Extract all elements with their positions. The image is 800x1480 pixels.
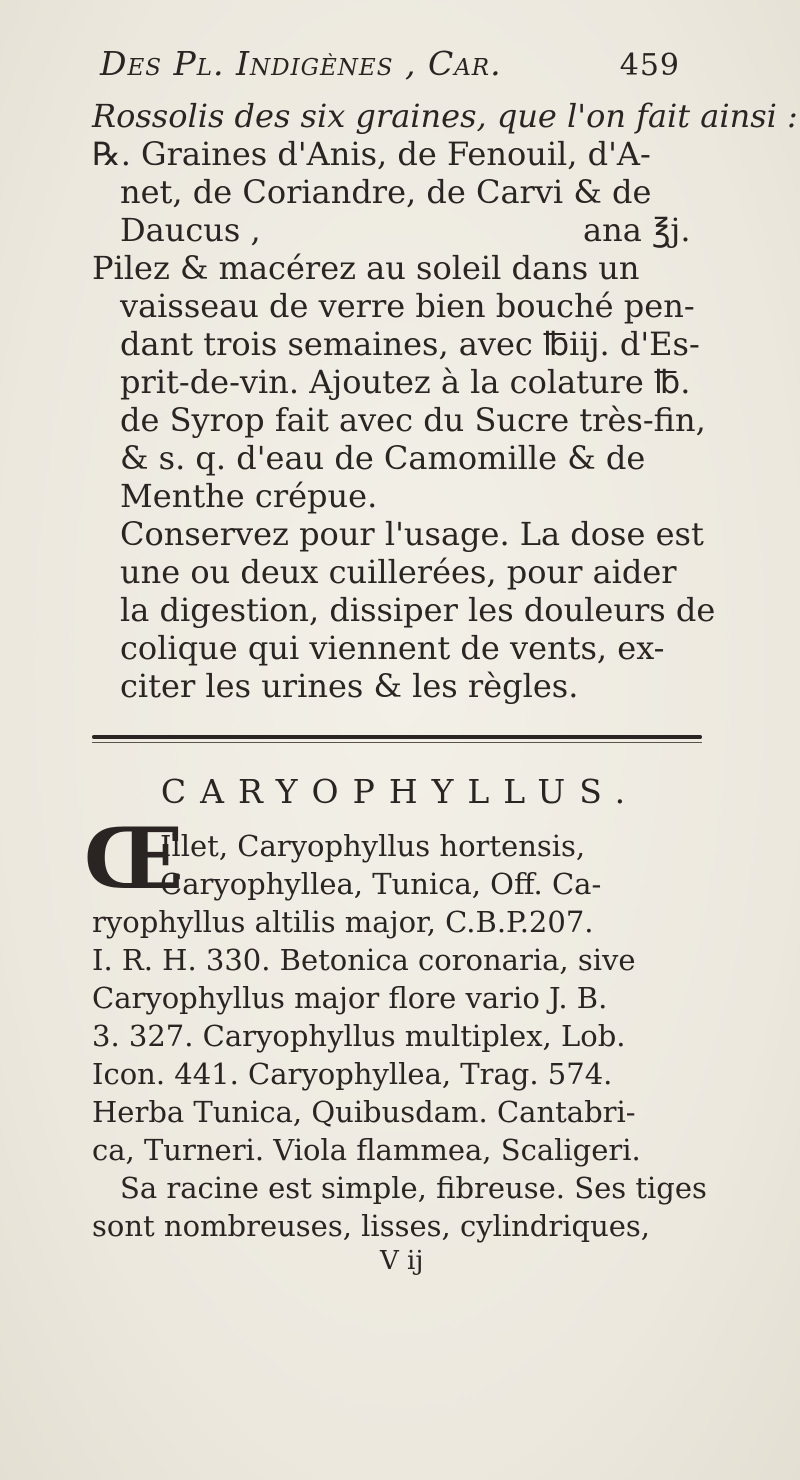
text-line: Caryophyllea, Tunica, Off. Ca- — [160, 867, 602, 901]
text-line: & s. q. d'eau de Camomille & de — [120, 439, 646, 477]
text-line: ca, Turneri. Viola flammea, Scaligeri. — [92, 1133, 641, 1167]
running-head — [100, 44, 680, 83]
text-line: la digestion, dissiper les douleurs de — [120, 591, 716, 629]
section-title: CARYOPHYLLUS. — [160, 772, 640, 811]
text-line: Conservez pour l'usage. La dose est — [120, 515, 704, 553]
drop-cap: Œ — [84, 809, 184, 908]
running-head-title: Des Pl. Indigènes , Car. — [100, 44, 502, 83]
text-line: colique qui viennent de vents, ex- — [120, 629, 665, 667]
text-line: 3. 327. Caryophyllus multiplex, Lob. — [92, 1019, 626, 1053]
text-line: une ou deux cuillerées, pour aider — [120, 553, 677, 591]
text-line: de Syrop fait avec du Sucre très-fin, — [120, 401, 706, 439]
text-line: Menthe crépue. — [120, 477, 378, 515]
signature-mark: V ij — [380, 1246, 424, 1276]
text-line: ryophyllus altilis major, C.B.P.207. — [92, 905, 594, 939]
text-line: Sa racine est simple, fibreuse. Ses tiges — [120, 1171, 707, 1205]
text-line: Daucus , — [120, 211, 261, 249]
text-line: ana ℥j. — [583, 211, 691, 249]
text-line: prit-de-vin. Ajoutez à la colature ℔. — [120, 363, 691, 401]
section-divider-thin — [92, 742, 702, 743]
text-line: ℞. Graines d'Anis, de Fenouil, d'A- — [92, 135, 651, 173]
text-line: Illet, Caryophyllus hortensis, — [160, 829, 586, 863]
text-line: citer les urines & les règles. — [120, 667, 579, 705]
text-line: Caryophyllus major flore vario J. B. — [92, 981, 608, 1015]
section-divider — [92, 735, 702, 739]
text-line: net, de Coriandre, de Carvi & de — [120, 173, 652, 211]
text-line: Rossolis des six graines, que l'on fait ainsi : — [92, 97, 798, 135]
text-line: Icon. 441. Caryophyllea, Trag. 574. — [92, 1057, 613, 1091]
page-number: 459 — [619, 48, 680, 83]
text-line: Pilez & macérez au soleil dans un — [92, 249, 640, 287]
text-line: I. R. H. 330. Betonica coronaria, sive — [92, 943, 636, 977]
text-line: Herba Tunica, Quibusdam. Cantabri- — [92, 1095, 636, 1129]
text-line: sont nombreuses, lisses, cylindriques, — [92, 1209, 651, 1243]
text-line: vaisseau de verre bien bouché pen- — [120, 287, 695, 325]
text-line: dant trois semaines, avec ℔iij. d'Es- — [120, 325, 700, 363]
